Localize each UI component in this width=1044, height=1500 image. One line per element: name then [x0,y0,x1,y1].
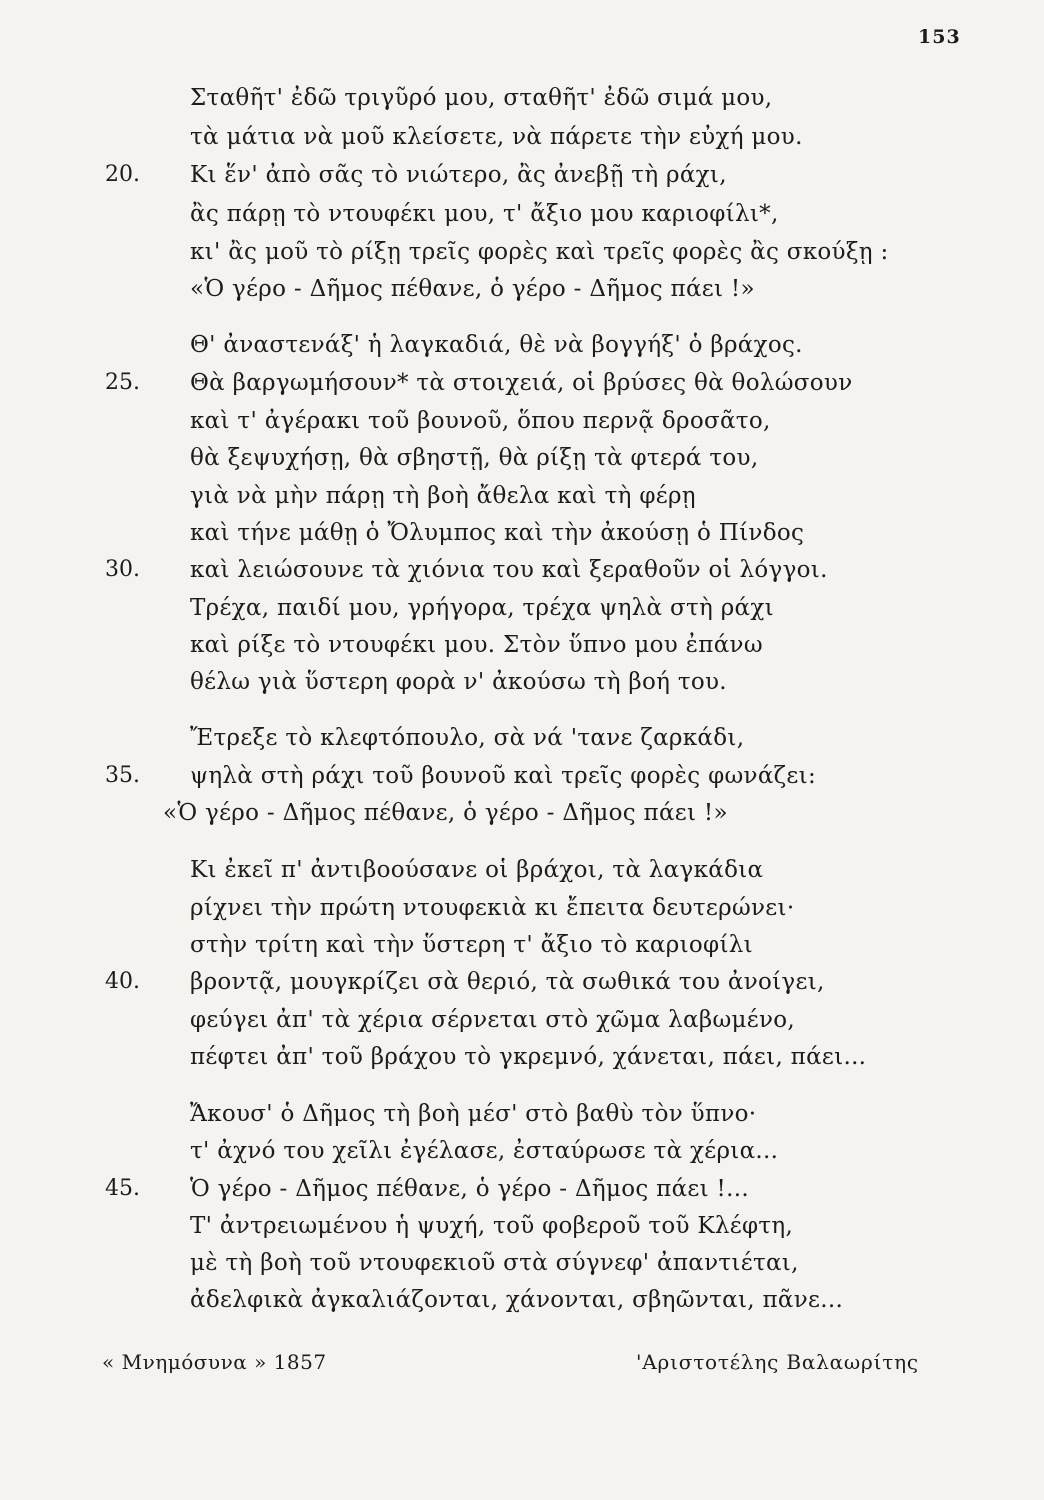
verse-line: θὰ ξεψυχήσῃ, θὰ σβηστῇ, θὰ ρίξῃ τὰ φτερά του, [190,445,759,471]
verse-line: «Ὁ γέρο - Δῆμος πέθανε, ὁ γέρο - Δῆμος πάει !» [190,276,755,302]
source-citation: « Μνημόσυνα » 1857 [102,1350,327,1374]
line-number: 30. [105,557,140,582]
line-number: 35. [105,763,140,788]
verse-line: τὰ μάτια νὰ μοῦ κλείσετε, νὰ πάρετε τὴν εὐχή μου. [190,124,803,150]
verse-line: φεύγει ἀπ' τὰ χέρια σέρνεται στὸ χῶμα λαβωμένο, [190,1007,796,1033]
verse-line: στὴν τρίτη καὶ τὴν ὕστερη τ' ἄξιο τὸ καριοφίλι [190,932,753,958]
verse-line: τ' ἀχνό του χεῖλι ἐγέλασε, ἐσταύρωσε τὰ χέρια... [190,1138,779,1164]
line-number: 45. [105,1176,140,1201]
verse-line: Ἄκουσ' ὁ Δῆμος τὴ βοὴ μέσ' στὸ βαθὺ τὸν ὕπνο· [190,1101,757,1127]
verse-line: Κι ἐκεῖ π' ἀντιβοούσανε οἱ βράχοι, τὰ λαγκάδια [190,857,764,883]
line-number: 40. [105,969,140,994]
line-number: 25. [105,370,140,395]
verse-line: κι' ἂς μοῦ τὸ ρίξῃ τρεῖς φορὲς καὶ τρεῖς φορὲς ἂς σκούξῃ : [190,239,889,265]
verse-line: ἀδελφικὰ ἀγκαλιάζονται, χάνονται, σβηῶνται, πᾶνε... [190,1287,844,1313]
line-number: 20. [105,162,140,187]
verse-line: καὶ λειώσουνε τὰ χιόνια του καὶ ξεραθοῦν οἱ λόγγοι. [190,557,828,583]
verse-line: ψηλὰ στὴ ράχι τοῦ βουνοῦ καὶ τρεῖς φορὲς φωνάζει: [190,763,817,789]
verse-line: γιὰ νὰ μὴν πάρῃ τὴ βοὴ ἄθελα καὶ τὴ φέρῃ [190,483,696,509]
verse-line: ρίχνει τὴν πρώτη ντουφεκιὰ κι ἔπειτα δευτερώνει· [190,895,795,921]
verse-line: Θὰ βαργωμήσουν* τὰ στοιχειά, οἱ βρύσες θὰ θολώσουν [190,370,853,396]
verse-line: καὶ τ' ἀγέρακι τοῦ βουνοῦ, ὅπου περνᾷ δροσᾶτο, [190,408,771,434]
verse-line: Θ' ἀναστενάξ' ἡ λαγκαδιά, θὲ νὰ βογγήξ' ὁ βράχος. [190,332,803,358]
verse-line: καὶ ρίξε τὸ ντουφέκι μου. Στὸν ὕπνο μου ἐπάνω [190,632,763,658]
verse-line: Τρέχα, παιδί μου, γρήγορα, τρέχα ψηλὰ στὴ ράχι [190,595,774,621]
verse-line: Σταθῆτ' ἐδῶ τριγῦρό μου, σταθῆτ' ἐδῶ σιμά μου, [190,85,773,111]
verse-line: καὶ τήνε μάθῃ ὁ Ὄλυμπος καὶ τὴν ἀκούσῃ ὁ Πίνδος [190,520,805,546]
verse-line: θέλω γιὰ ὕστερη φορὰ ν' ἀκούσω τὴ βοή του. [190,669,727,695]
verse-line: Τ' ἀντρειωμένου ἡ ψυχή, τοῦ φοβεροῦ τοῦ Κλέφτη, [190,1213,794,1239]
verse-line: πέφτει ἀπ' τοῦ βράχου τὸ γκρεμνό, χάνεται, πάει, πάει... [190,1044,867,1070]
author-name: 'Αριστοτέλης Βαλαωρίτης [636,1350,919,1374]
verse-line: Ἔτρεξε τὸ κλεφτόπουλο, σὰ νά 'τανε ζαρκάδι, [190,725,745,751]
verse-line: «Ὁ γέρο - Δῆμος πέθανε, ὁ γέρο - Δῆμος πάει !» [163,800,728,826]
verse-line: μὲ τὴ βοὴ τοῦ ντουφεκιοῦ στὰ σύγνεφ' ἀπαντιέται, [190,1250,799,1276]
verse-line: βροντᾷ, μουγκρίζει σὰ θεριό, τὰ σωθικά του ἀνοίγει, [190,969,825,995]
verse-line: ἂς πάρῃ τὸ ντουφέκι μου, τ' ἄξιο μου καριοφίλι*, [190,201,779,227]
verse-line: Κι ἕν' ἀπὸ σᾶς τὸ νιώτερο, ἂς ἀνεβῇ τὴ ράχι, [190,162,727,188]
page-number: 153 [918,26,961,48]
verse-line: Ὁ γέρο - Δῆμος πέθανε, ὁ γέρο - Δῆμος πάει !... [190,1176,749,1202]
